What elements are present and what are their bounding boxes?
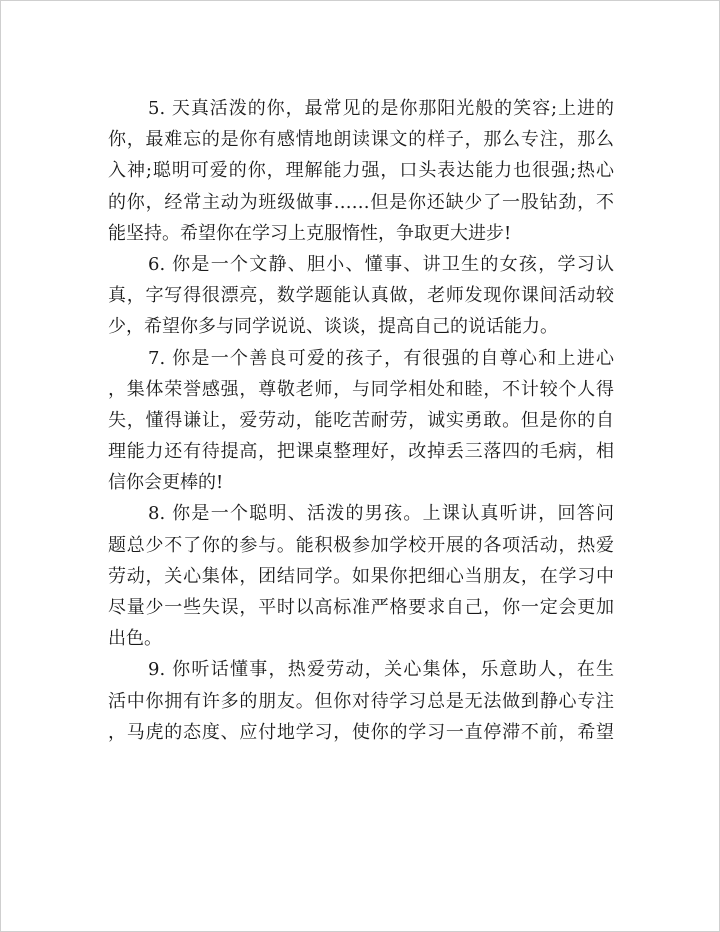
text-line: 尽量少一些失误，平时以高标准严格要求自己，你一定会更加 [108, 597, 614, 618]
text-line: 真，字写得很漂亮，数学题能认真做，老师发现你课间活动较 [108, 285, 614, 307]
document-body [108, 93, 614, 748]
paragraph-6 [108, 249, 614, 343]
text-line: 出色。 [108, 628, 162, 650]
text-line: ，马虎的态度、应付地学习，使你的学习一直停滞不前，希望 [108, 721, 614, 743]
paragraph-8 [108, 498, 614, 654]
text-line: ，集体荣誉感强，尊敬老师，与同学相处和睦，不计较个人得 [108, 378, 614, 400]
text-line: 失，懂得谦让，爱劳动，能吃苦耐劳，诚实勇敢。但是你的自 [108, 409, 614, 431]
paragraph-9 [108, 654, 614, 748]
text-line: 题总少不了你的参与。能积极参加学校开展的各项活动，热爱 [108, 534, 614, 556]
text-line: 能坚持。希望你在学习上克服惰性，争取更大进步! [108, 222, 512, 244]
text-line: 活中你拥有许多的朋友。但你对待学习总是无法做到静心专注 [108, 690, 614, 712]
text-line: 入神;聪明可爱的你，理解能力强，口头表达能力也很强;热心 [108, 160, 614, 182]
text-line: 9. 你听话懂事，热爱劳动，关心集体，乐意助人，在生 [148, 659, 614, 681]
paragraph-7 [108, 343, 614, 499]
text-line: 劳动，关心集体，团结同学。如果你把细心当朋友，在学习中 [108, 565, 614, 587]
text-line: 7. 你是一个善良可爱的孩子，有很强的自尊心和上进心 [148, 347, 614, 369]
text-line: 的你，经常主动为班级做事……但是你还缺少了一股钻劲，不 [108, 191, 614, 213]
text-line: 5. 天真活泼的你，最常见的是你那阳光般的笑容;上进的 [148, 98, 614, 119]
text-line: 8. 你是一个聪明、活泼的男孩。上课认真听讲，回答问 [148, 503, 614, 525]
text-line: 信你会更棒的! [108, 472, 224, 494]
text-line: 少，希望你多与同学说说、谈谈，提高自己的说话能力。 [108, 316, 558, 338]
text-line: 你，最难忘的是你有感情地朗读课文的样子，那么专注，那么 [108, 129, 614, 151]
paragraph-5 [108, 93, 614, 249]
text-line: 理能力还有待提高，把课桌整理好，改掉丢三落四的毛病，相 [108, 441, 614, 463]
text-line: 6. 你是一个文静、胆小、懂事、讲卫生的女孩，学习认 [148, 253, 614, 275]
